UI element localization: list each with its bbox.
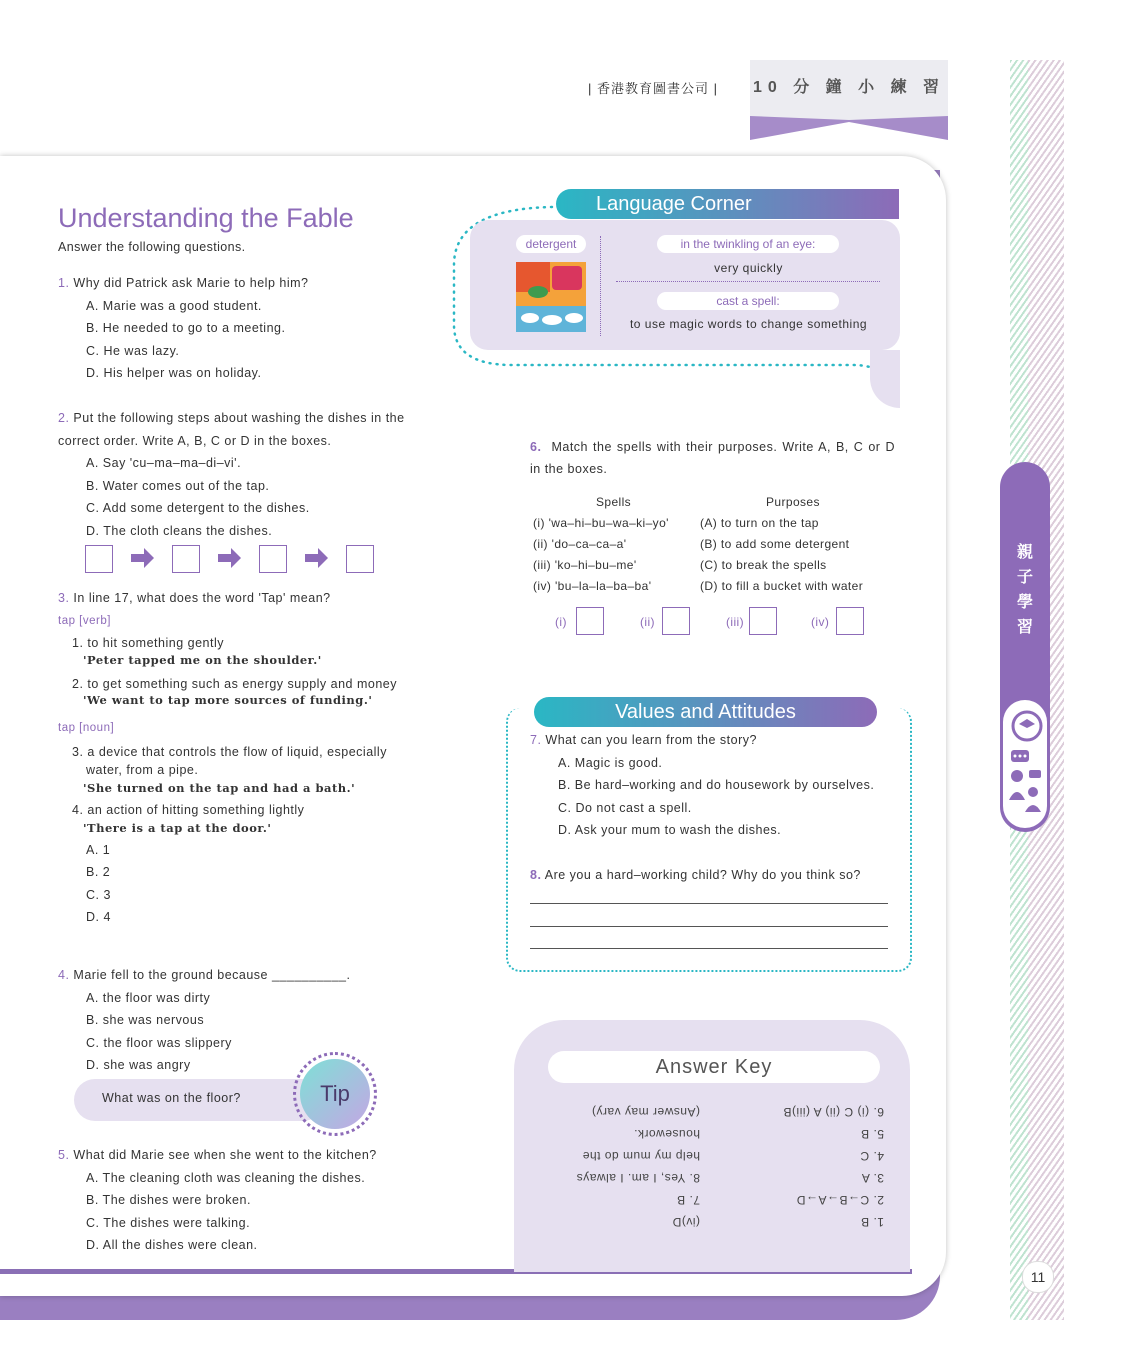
option: B. He needed to go to a meeting. [86,321,286,335]
option: D. All the dishes were clean. [86,1238,258,1252]
publisher-label: | 香港教育圖書公司 | [588,81,718,96]
question-1: 1. Why did Patrick ask Marie to help him? A. Marie was a good student. B. He needed to go to a meeting. C. He was lazy. D. His helper was on holiday. [58,272,308,385]
purpose-item: (D) to fill a bucket with water [700,579,864,593]
option: D. The cloth cleans the dishes. [86,523,273,538]
word-pill: detergent [516,235,586,253]
tip-bar [74,1079,324,1121]
purpose-item: (C) to break the spells [700,558,827,572]
divider [616,281,880,283]
answer-box[interactable] [85,545,113,573]
question-5: 5. What did Marie see when she went to the kitchen? A. The cleaning cloth was cleaning the dishes. B. The dishes were broken. C. The dishes were talking. D. All the dishes were clean. [58,1144,377,1257]
tip-badge: Tip [300,1059,370,1129]
spell-item: (iii) 'ko–hi–bu–me' [533,558,637,572]
answer-box[interactable] [662,607,690,635]
option: A. Say 'cu–ma–ma–di–vi'. [86,456,242,470]
arrow-right-icon [303,545,329,571]
answer-box[interactable] [836,607,864,635]
spell-item: (iv) 'bu–la–la–ba–ba' [533,579,652,593]
box-label: (iv) [811,615,830,629]
purposes-heading: Purposes [766,495,820,509]
answer-box[interactable] [749,607,777,635]
question-7: 7. What can you learn from the story? A. Magic is good. B. Be hard–working and do housework by ourselves. C. Do not cast a spell. D. Ask your mum to wash the dishes. [530,729,874,842]
option: C. The dishes were talking. [86,1215,251,1230]
box-label: (iii) [726,615,744,629]
answer-box[interactable] [346,545,374,573]
phrase-pill: in the twinkling of an eye: [657,235,839,253]
option: A. the floor was dirty [86,990,211,1005]
option: B. Water comes out of the tap. [86,478,270,493]
option: D. Ask your mum to wash the dishes. [558,823,782,837]
phrase-pill: cast a spell: [657,292,839,310]
answer-key-left: 1. B 2. C→B→A→D 3. A 4. C 5. B 6. (i) C (ii) A (iii)B [783,1105,884,1229]
spell-item: (ii) 'do–ca–ca–a' [533,537,627,551]
page-banner [750,60,948,116]
phrase-meaning: to use magic words to change something [629,317,868,331]
phrase-meaning: very quickly [714,261,783,275]
option: D. His helper was on holiday. [86,366,262,380]
option: A. Marie was a good student. [86,298,262,313]
option: B. she was nervous [86,1013,205,1027]
option: A. 1 [86,842,111,857]
box-label: (ii) [640,615,655,629]
question-2: 2. Put the following steps about washing the dishes in the correct order. Write A, B, C or D in the boxes. A. Say 'cu–ma–ma–di–vi'. B. Water comes out of the tap. C. Add some detergent to the dishes. D. The cloth cleans the dishes. [58,407,420,542]
spells-heading: Spells [596,495,632,509]
box-label: (i) [555,615,567,629]
answer-key-title: Answer Key [548,1051,880,1083]
answer-box[interactable] [259,545,287,573]
detergent-image [516,262,586,332]
banner-label: 10 分 鐘 小 練 習 [752,79,946,96]
question-6: 6. Match the spells with their purposes. Write A, B, C or D in the boxes. [530,440,895,476]
answer-box[interactable] [172,545,200,573]
side-tab-label: 親 子 學 習 [1016,544,1033,636]
answer-line[interactable] [530,926,888,927]
option: D. 4 [86,910,111,924]
question-8: 8. Are you a hard–working child? Why do you think so? [530,868,861,882]
option: C. He was lazy. [86,343,180,358]
section-title: Understanding the Fable [58,203,354,233]
option: D. she was angry [86,1058,191,1072]
divider [600,236,602,336]
language-corner-title: Language Corner [556,189,899,219]
values-title: Values and Attitudes [534,697,877,727]
section-intro: Answer the following questions. [58,240,246,254]
answer-line[interactable] [530,903,888,904]
answer-key-upside-down [534,1093,884,1233]
spell-item: (i) 'wa–hi–bu–wa–ki–yo' [533,516,669,530]
option: C. 3 [86,887,111,902]
option: C. Add some detergent to the dishes. [86,501,310,515]
parent-child-icon [1003,700,1047,828]
answer-key-right: (iv)D 7. B 8. Yes, I am. I always help my mum do the housework. (Answer may vary) [576,1105,700,1229]
purpose-item: (A) to turn on the tap [700,516,819,530]
answer-line[interactable] [530,948,888,949]
question-4: 4. Marie fell to the ground because __________. A. the floor was dirty B. she was nervous C. the floor was slippery D. she was angry [58,964,350,1077]
tip-text: What was on the floor? [102,1091,241,1105]
option: C. Do not cast a spell. [558,800,692,815]
purpose-item: (B) to add some detergent [700,537,850,551]
option: A. The cleaning cloth was cleaning the dishes. [86,1170,366,1185]
page-number: 11 [1022,1261,1054,1293]
banner-chevron [750,116,948,140]
arrow-right-icon [216,545,242,571]
option: B. The dishes were broken. [86,1193,251,1207]
answer-box[interactable] [576,607,604,635]
option: B. Be hard–working and do housework by ourselves. [558,778,875,792]
arrow-right-icon [129,545,155,571]
option: C. the floor was slippery [86,1035,232,1050]
question-3: 3. In line 17, what does the word 'Tap' mean? tap [verb] 1. to hit something gently 'Peter tapped me on the shoulder.' 2. to get something such as energy supply and money 'We want to tap more sources of funding.' tap [noun] 3. a device that controls the flow of liquid, especially water, from a pipe. 'She turned on the tap and had a bath.' 4. an action of hitting something lightly 'There is a tap at the door.' A. 1 B. 2 C. 3 D. 4 [58,587,428,929]
option: B. 2 [86,865,111,879]
option: A. Magic is good. [558,755,663,770]
